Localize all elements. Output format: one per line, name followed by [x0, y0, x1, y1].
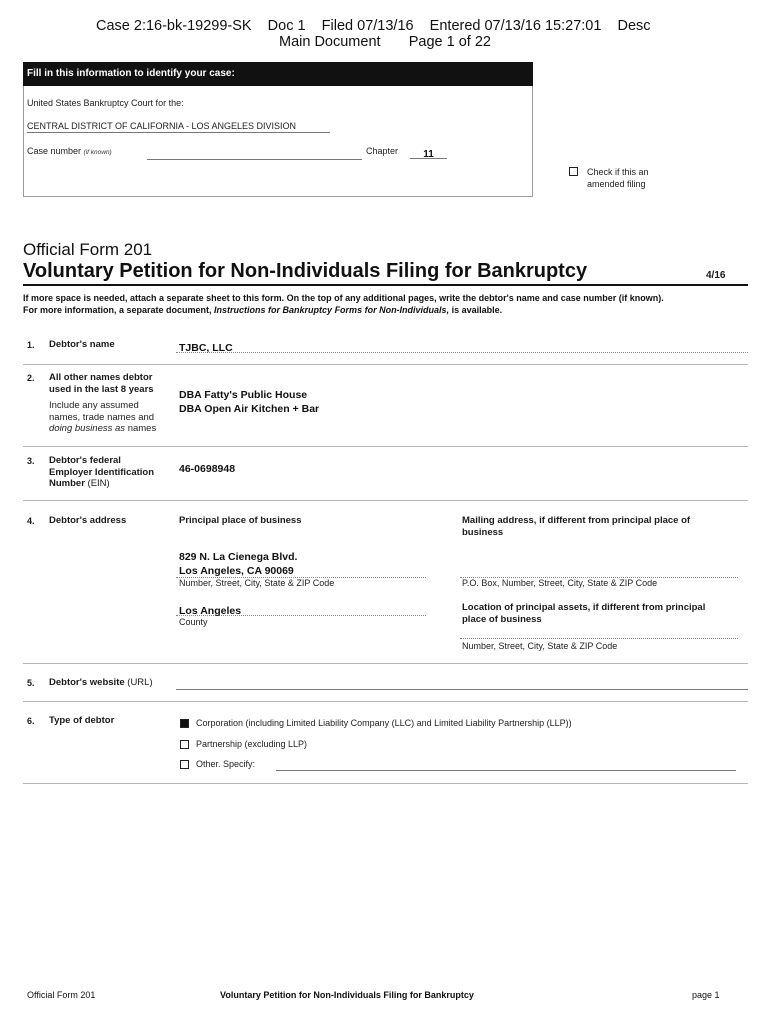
identify-case-heading: Fill in this information to identify your case: — [23, 62, 533, 86]
q5-number: 5. — [27, 678, 35, 688]
other-name-2: DBA Open Air Kitchen + Bar — [179, 403, 320, 415]
q6-label: Type of debtor — [49, 715, 115, 726]
q3-label: Debtor's federal Employer Identification Number (EIN) — [49, 455, 155, 489]
mailing-address-caption: P.O. Box, Number, Street, City, State & ZIP Code — [462, 578, 658, 588]
principal-assets-field[interactable] — [460, 626, 738, 639]
principal-street: 829 N. La Cienega Blvd. — [179, 551, 298, 563]
principal-place-heading: Principal place of business — [179, 515, 302, 526]
q3-number: 3. — [27, 456, 35, 466]
q2-label: All other names debtor used in the last 8 years — [49, 372, 154, 395]
q2-sublabel: Include any assumed names, trade names and doing business as names — [49, 400, 157, 434]
county-field[interactable] — [176, 601, 426, 616]
other-name-1: DBA Fatty's Public House — [179, 389, 308, 401]
other-specify-field[interactable] — [276, 758, 736, 771]
q1-number: 1. — [27, 340, 35, 350]
other-names-field[interactable] — [179, 388, 319, 416]
divider — [23, 364, 748, 365]
principal-assets-caption: Number, Street, City, State & ZIP Code — [462, 641, 618, 651]
title-rule — [23, 284, 748, 286]
filing-stamp-line-2: Main Document Page 1 of 22 — [279, 34, 491, 50]
q6-number: 6. — [27, 716, 35, 726]
principal-address-caption: Number, Street, City, State & ZIP Code — [179, 578, 335, 588]
divider — [23, 500, 748, 501]
q4-label: Debtor's address — [49, 515, 127, 526]
case-number-field[interactable] — [147, 147, 362, 160]
court-field[interactable] — [27, 121, 330, 133]
principal-assets-heading: Location of principal assets, if different from principal place of business — [462, 602, 706, 625]
court-label: United States Bankruptcy Court for the: — [27, 98, 184, 108]
footer-page-number: page 1 — [692, 990, 720, 1000]
ein-value: 46-0698948 — [179, 463, 236, 475]
q4-number: 4. — [27, 516, 35, 526]
mailing-address-field[interactable] — [460, 563, 738, 578]
mailing-address-heading: Mailing address, if different from principal place of business — [462, 515, 691, 538]
amended-filing-label: Check if this an amended filing — [587, 167, 649, 189]
ein-field[interactable] — [179, 463, 235, 475]
chapter-field[interactable] — [410, 144, 447, 159]
debtor-type-corporation-label: Corporation (including Limited Liability Company (LLC) and Limited Liability Partnership (LLP)) — [196, 718, 572, 728]
form-intro: If more space is needed, attach a separate sheet to this form. On the top of any additional pages, write the debtor's name and case number (if known). For more information, a separate document, Instructions for Bankruptcy Forms for Non-Individuals, is available. — [23, 293, 664, 315]
debtor-type-other-checkbox[interactable] — [180, 760, 189, 769]
form-revision: 4/16 — [706, 270, 726, 281]
debtor-name-value: TJBC, LLC — [179, 342, 233, 354]
q5-label: Debtor's website (URL) — [49, 677, 153, 688]
divider — [23, 663, 748, 664]
form-number: Official Form 201 — [23, 240, 153, 259]
court-value: CENTRAL DISTRICT OF CALIFORNIA - LOS ANGELES DIVISION — [27, 121, 297, 131]
county-value: Los Angeles — [179, 605, 242, 617]
amended-filing-checkbox[interactable] — [569, 167, 578, 176]
divider — [23, 701, 748, 702]
divider — [23, 446, 748, 447]
debtor-type-partnership-label: Partnership (excluding LLP) — [196, 739, 308, 749]
principal-address-line — [176, 563, 426, 578]
footer-form-number: Official Form 201 — [27, 990, 96, 1000]
website-field[interactable] — [176, 676, 748, 690]
debtor-type-partnership-checkbox[interactable] — [180, 740, 189, 749]
q1-label: Debtor's name — [49, 339, 115, 350]
county-caption: County — [179, 617, 208, 627]
divider — [23, 783, 748, 784]
debtor-name-field[interactable] — [176, 338, 748, 353]
footer-form-title: Voluntary Petition for Non-Individuals Filing for Bankruptcy — [220, 990, 474, 1000]
case-number-hint: (if known) — [83, 149, 112, 156]
chapter-label: Chapter — [366, 146, 399, 156]
q2-number: 2. — [27, 373, 35, 383]
debtor-type-other-label: Other. Specify: — [196, 759, 256, 769]
case-number-label: Case number (if known) — [27, 146, 112, 156]
debtor-type-corporation-checkbox[interactable] — [180, 719, 189, 728]
chapter-value: 11 — [423, 149, 434, 160]
principal-city: Los Angeles, CA 90069 — [179, 565, 294, 577]
filing-stamp-line-1: Case 2:16-bk-19299-SK Doc 1 Filed 07/13/16 Entered 07/13/16 15:27:01 Desc — [96, 18, 651, 34]
form-title: Voluntary Petition for Non-Individuals Filing for Bankruptcy — [23, 260, 588, 282]
